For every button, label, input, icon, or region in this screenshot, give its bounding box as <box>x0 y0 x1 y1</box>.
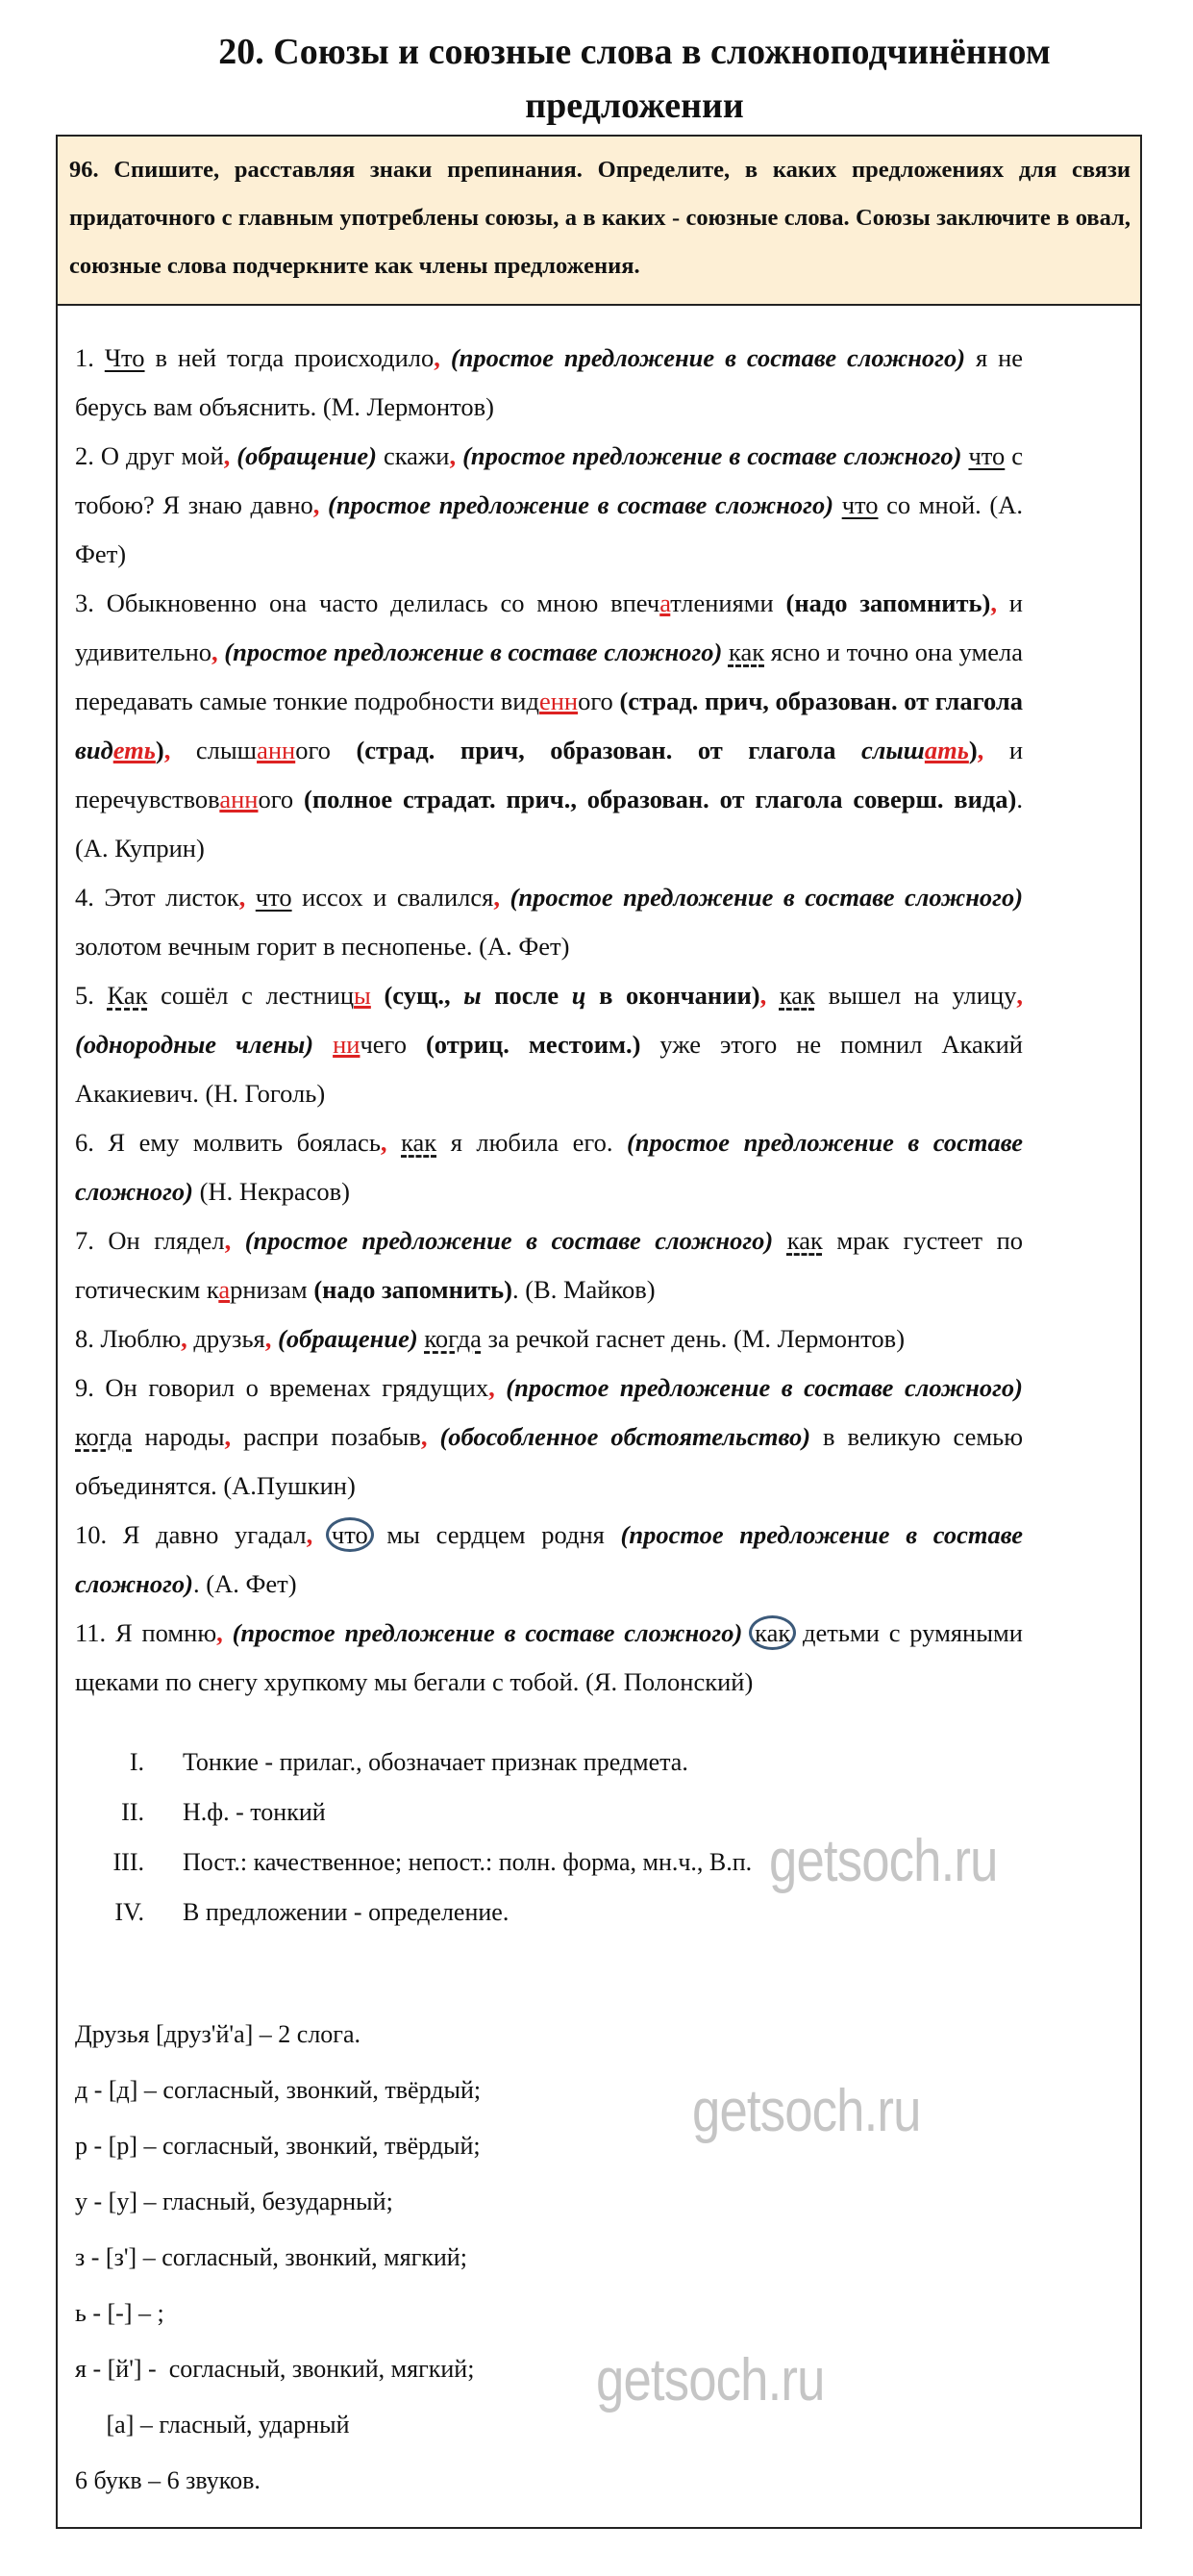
text: . (А. Куприн) <box>75 785 1023 863</box>
highlighted-suffix: еть <box>112 736 156 764</box>
text <box>773 1226 787 1255</box>
phonetic-line: Друзья [друз'й'а] – 2 слога. <box>75 2020 360 2048</box>
red-comma: , <box>977 736 984 764</box>
highlighted-letters: анн <box>257 736 296 764</box>
text <box>722 638 729 666</box>
sentence-4 <box>75 873 1023 971</box>
red-comma: , <box>380 1128 387 1157</box>
red-comma: , <box>434 343 440 372</box>
red-comma: , <box>238 883 246 912</box>
underlined-word: что <box>968 441 1006 470</box>
annotation: (простое предложение в составе сложного) <box>506 1373 1023 1402</box>
red-comma: , <box>163 736 171 764</box>
text <box>833 490 842 519</box>
text: чего <box>360 1030 426 1059</box>
text: в великую семью объединятся. (А.Пушкин) <box>75 1422 1023 1500</box>
text: детьми с румяными щеками по снегу хрупкому мы бегали с тобой. (Я. Полонский) <box>75 1618 1023 1696</box>
text: слыш <box>170 736 258 764</box>
dashed-underlined-word: когда <box>424 1324 482 1353</box>
red-comma: , <box>1016 981 1024 1010</box>
bold-note: в окончании) <box>585 981 760 1010</box>
analysis-text: Н.ф. - тонкий <box>183 1798 326 1826</box>
phonetic-line: [а] – гласный, ударный <box>75 2411 350 2438</box>
text: ясно и точно она умела передавать самые тонкие подробности вид <box>75 638 1024 715</box>
bold-note: (полное страдат. прич., образован. от глагола соверш. вида) <box>304 785 1017 813</box>
sentence-5 <box>75 971 1023 1118</box>
annotation: (обращение) <box>278 1324 418 1353</box>
underlined-word: что <box>841 490 879 519</box>
annotation: (обращение) <box>236 441 377 470</box>
analysis-text: Пост.: качественное; непост.: полн. форма, мн.ч., В.п. <box>183 1848 753 1876</box>
text <box>500 883 510 912</box>
sentence-3 <box>75 579 1023 873</box>
red-comma: , <box>306 1520 313 1549</box>
analysis-item <box>58 1738 923 1788</box>
analysis-text: В предложении - определение. <box>183 1898 510 1926</box>
page-title: 20. Союзы и союзные слова в сложноподчинённом предложении <box>218 32 1051 126</box>
watermark: getsoch.ru <box>769 1828 998 1894</box>
red-comma: , <box>449 441 457 470</box>
annotation: ы <box>463 981 482 1010</box>
red-comma: , <box>312 490 320 519</box>
bold-note: после <box>481 981 572 1010</box>
text: 4. Этот листок <box>75 883 239 912</box>
dashed-underlined-word: как <box>401 1128 437 1157</box>
text: со мной. (А. Фет) <box>75 490 1024 568</box>
annotation: слыш <box>861 736 925 764</box>
phonetic-line: у - [у] – гласный, безударный; <box>75 2188 393 2215</box>
text: я любила его. <box>436 1128 627 1157</box>
circled-conjunction: что <box>326 1517 374 1552</box>
sentence-6 <box>75 1118 1023 1216</box>
text: (Н. Некрасов) <box>193 1177 350 1206</box>
sentences-list <box>75 334 1023 1707</box>
text: и перечувствов <box>75 736 1024 813</box>
text <box>231 1226 245 1255</box>
text: народы <box>132 1422 225 1451</box>
bold-note: (надо запомнить) <box>313 1275 512 1304</box>
bold-note: ) <box>968 736 978 764</box>
red-comma: , <box>264 1324 272 1353</box>
watermark: getsoch.ru <box>692 2078 921 2144</box>
phonetic-line: я - [й'] - согласный, звонкий, мягкий; <box>75 2355 475 2383</box>
red-comma: , <box>216 1618 223 1647</box>
red-comma: , <box>493 883 500 912</box>
phonetic-line: ь - [-] – ; <box>75 2299 164 2327</box>
text: 6. Я ему молвить боялась <box>75 1128 381 1157</box>
highlighted-letters: ы <box>354 981 371 1010</box>
annotation: (простое предложение в составе сложного) <box>75 1128 1023 1206</box>
text <box>313 1030 333 1059</box>
text: . (А. Фет) <box>193 1569 297 1598</box>
text: распри позабыв <box>231 1422 421 1451</box>
dashed-underlined-word: как <box>779 981 815 1010</box>
text: друзья <box>186 1324 265 1353</box>
annotation: (простое предложение в составе сложного) <box>244 1226 774 1255</box>
text: мрак густеет по готическим к <box>75 1226 1023 1304</box>
text: 2. О друг мой <box>75 441 224 470</box>
text: золотом вечным горит в песнопенье. (А. Фет) <box>75 932 570 961</box>
phonetic-line: д - [д] – согласный, звонкий, твёрдый; <box>75 2076 482 2104</box>
text <box>319 490 328 519</box>
dashed-underlined-word: как <box>728 638 765 666</box>
text: в ней тогда происходило <box>144 343 435 372</box>
text <box>456 441 462 470</box>
roman-numeral: III. <box>112 1848 144 1876</box>
text <box>766 981 780 1010</box>
bold-note: (сущ., <box>384 981 464 1010</box>
text <box>371 981 385 1010</box>
text: с тобою? Я знаю давно <box>75 441 1024 519</box>
watermark: getsoch.ru <box>596 2347 825 2413</box>
text: уже этого не помнил Акакий Акакиевич. (Н. Гоголь) <box>75 1030 1023 1108</box>
text: ого <box>295 736 357 764</box>
text <box>440 343 451 372</box>
phonetic-line: з - [з'] – согласный, звонкий, мягкий; <box>75 2243 467 2271</box>
text <box>223 1618 233 1647</box>
exercise-box <box>56 135 1142 2529</box>
roman-numeral: II. <box>121 1798 144 1826</box>
roman-numeral: I. <box>129 1748 144 1776</box>
annotation: (простое предложение в составе сложного) <box>462 441 962 470</box>
bold-note: (надо запомнить) <box>785 588 991 617</box>
sentence-11 <box>75 1609 1023 1707</box>
red-comma: , <box>488 1373 495 1402</box>
underlined-word: что <box>255 883 292 912</box>
text: 7. Он глядел <box>75 1226 225 1255</box>
annotation: (простое предложение в составе сложного) <box>450 343 966 372</box>
phonetic-analysis <box>75 2007 481 2509</box>
text: иссох и свалился <box>291 883 494 912</box>
analysis-item <box>58 1888 923 1938</box>
text: 11. Я помню <box>75 1618 217 1647</box>
sentence-1 <box>75 334 1023 432</box>
bold-note: (страд. прич, образован. от глагола <box>619 687 1023 715</box>
red-comma: , <box>211 638 218 666</box>
dashed-underlined-word: как <box>786 1226 823 1255</box>
bold-note: ) <box>155 736 164 764</box>
annotation: (однородные члены) <box>75 1030 314 1059</box>
annotation: (простое предложение в составе сложного) <box>328 490 834 519</box>
sentence-10 <box>75 1511 1023 1609</box>
text: 9. Он говорил о временах грядущих <box>75 1373 489 1402</box>
text <box>245 883 256 912</box>
dashed-underlined-word: Как <box>107 981 148 1010</box>
analysis-item <box>58 1788 923 1838</box>
sentence-7 <box>75 1216 1023 1314</box>
bold-note: (отриц. местоим.) <box>425 1030 641 1059</box>
red-comma: , <box>223 441 231 470</box>
text: 5. <box>75 981 108 1010</box>
highlighted-letters: а <box>659 588 671 617</box>
red-comma: , <box>181 1324 187 1353</box>
text <box>387 1128 402 1157</box>
highlighted-letters: ни <box>333 1030 360 1059</box>
roman-numeral: IV. <box>114 1898 144 1926</box>
annotation: ц <box>571 981 586 1010</box>
annotation: вид <box>75 736 113 764</box>
sentence-9 <box>75 1363 1023 1511</box>
text: мы сердцем родня <box>370 1520 621 1549</box>
highlighted-suffix: ать <box>924 736 969 764</box>
highlighted-letters: а <box>218 1275 231 1304</box>
text: . (В. Майков) <box>511 1275 656 1304</box>
red-comma: , <box>224 1422 232 1451</box>
underlined-word: Что <box>104 343 145 372</box>
bold-note: (страд. прич, образован. от глагола <box>356 736 862 764</box>
analysis-item <box>58 1838 923 1888</box>
sentence-8 <box>75 1314 1023 1363</box>
phonetic-line: р - [р] – согласный, звонкий, твёрдый; <box>75 2132 481 2160</box>
highlighted-letters: анн <box>219 785 259 813</box>
red-comma: , <box>224 1226 232 1255</box>
text: тлениями <box>670 588 786 617</box>
annotation: (простое предложение в составе сложного) <box>75 1520 1023 1598</box>
red-comma: , <box>420 1422 428 1451</box>
text: вышел на улицу <box>814 981 1017 1010</box>
text: 1. <box>75 343 105 372</box>
annotation: (обособленное обстоятельство) <box>439 1422 811 1451</box>
sentence-2 <box>75 432 1023 579</box>
text: 3. Обыкновенно она часто делилась со мною впеч <box>75 588 660 617</box>
text: 8. Люблю <box>75 1324 182 1353</box>
highlighted-letters: енн <box>538 687 579 715</box>
text: сошёл с лестниц <box>147 981 355 1010</box>
text: я не берусь вам объяснить. (М. Лермонтов) <box>75 343 1024 421</box>
dashed-underlined-word: когда <box>75 1422 133 1451</box>
phonetic-line: 6 букв – 6 звуков. <box>75 2466 261 2494</box>
red-comma: , <box>990 588 997 617</box>
text: за речкой гаснет день. (М. Лермонтов) <box>481 1324 906 1353</box>
text <box>428 1422 440 1451</box>
text: и удивительно <box>75 588 1023 666</box>
task-instructions: 96. Спишите, расставляя знаки препинания. Определите, в каких предложениях для связи придаточного с главным употреблены союзы, а в каких - союзные слова. Союзы заключите в овал, союзные слова подчеркните как члены предложения. <box>58 137 1140 306</box>
analysis-text: Тонкие - прилаг., обозначает признак предмета. <box>183 1748 688 1776</box>
text: ого <box>578 687 620 715</box>
annotation: (простое предложение в составе сложного) <box>510 883 1024 912</box>
text: 10. Я давно угадал <box>75 1520 307 1549</box>
circled-conjunction: как <box>749 1615 796 1650</box>
annotation: (простое предложение в составе сложного) <box>232 1618 743 1647</box>
morphological-analysis <box>58 1738 923 1938</box>
text <box>495 1373 507 1402</box>
annotation: (простое предложение в составе сложного) <box>224 638 723 666</box>
red-comma: , <box>759 981 767 1010</box>
text: ого <box>258 785 304 813</box>
text: скажи <box>376 441 450 470</box>
text: рнизам <box>230 1275 314 1304</box>
